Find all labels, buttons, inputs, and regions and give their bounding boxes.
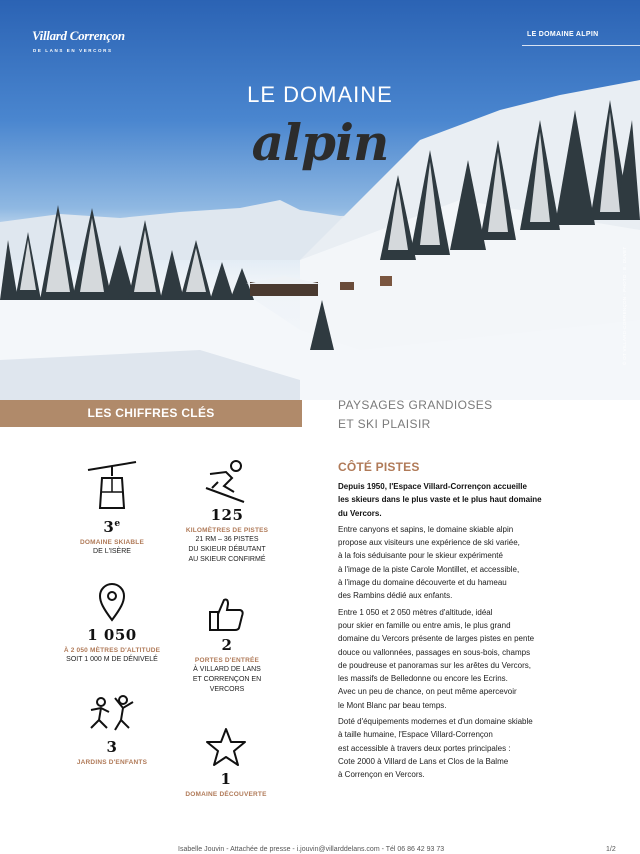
article-subtitle: PAYSAGES GRANDIOSES ET SKI PLAISIR: [338, 398, 493, 431]
hero-photo: [0, 0, 640, 400]
stat-ski-area-rank: [62, 460, 162, 557]
stat-text: SOIT 1 000 M DE DÉNIVELÉ: [66, 656, 158, 663]
page-title: LE DOMAINE: [247, 82, 393, 107]
page-number: 1/2: [606, 846, 616, 853]
paragraph-1: Entre canyons et sapins, le domaine skiable alpin propose aux visiteurs une expérience de ski variée, à la fois séduisante pour le skieur expérimenté à l'image de la piste Carole Montillet, et accessible, à l'image du domaine découverte et du hameau des Rambins dédié aux enfants.: [338, 524, 520, 601]
paragraph-3: Doté d'équipements modernes et d'un domaine skiable à taille humaine, l'Espace Villard-Corrençon est accessible à travers deux portes principales : Cote 2000 à Villard de Lans et Clos de la Balme à Corrençon en Vercors.: [338, 717, 533, 780]
section-tag: LE DOMAINE ALPIN: [527, 31, 599, 38]
stat-entry-gates: [178, 596, 276, 695]
stat-value: 1 050: [87, 626, 137, 644]
stat-value: 3: [103, 518, 115, 536]
stat-value-suffix: e: [114, 519, 121, 529]
stat-kids-gardens: [62, 694, 162, 767]
key-figures-banner: LES CHIFFRES CLÉS: [0, 400, 302, 427]
paragraph-2: Entre 1 050 et 2 050 mètres d'altitude, idéal pour skier en famille ou entre amis, le plus grand domaine du Vercors présente de larges pistes en pente douce ou vallonnées, passages en sous-bois, champs de poudreuse et panoramas sur les arêtes du Vercors, les massifs de Belledonne ou encore les Ecrins. Avec un peu de chance, on peut même apercevoir le Mont Blanc par beau temps.: [338, 607, 535, 710]
stat-value: 2: [221, 636, 233, 654]
stat-text: VERCORS: [209, 686, 245, 693]
section-heading: CÔTÉ PISTES: [338, 460, 420, 474]
star-icon: [205, 726, 247, 768]
map-pin-icon: [97, 582, 127, 622]
photo-credit: © OT VILLARD-CORRENÇON - PHOTO : E. DUVET: [622, 246, 627, 365]
kids-icon: [87, 694, 137, 734]
stat-label: DOMAINE DÉCOUVERTE: [185, 791, 267, 798]
stat-km-pistes: [172, 458, 282, 565]
stat-text: 21 RM – 36 PISTES: [195, 536, 259, 543]
snowy-landscape-image: [0, 0, 640, 400]
thumbs-up-icon: [208, 596, 246, 632]
gondola-icon: [84, 460, 140, 512]
stat-value: 1: [220, 770, 232, 788]
stat-text: DE L'ISÈRE: [93, 548, 131, 555]
stat-text: À VILLARD DE LANS: [193, 666, 261, 673]
stat-value: 3: [106, 738, 118, 756]
stat-value: 125: [210, 506, 244, 524]
section-tag-rule: [522, 45, 640, 46]
stat-text: DU SKIEUR DÉBUTANT: [188, 546, 266, 553]
lead-paragraph: Depuis 1950, l'Espace Villard-Corrençon accueille les skieurs dans le plus vaste et le plus haut domaine du Vercors.: [338, 482, 542, 518]
stat-label: À 2 050 MÈTRES D'ALTITUDE: [63, 647, 161, 654]
stat-label: JARDINS D'ENFANTS: [76, 759, 148, 766]
page-footer: [0, 846, 640, 854]
stat-label: PORTES D'ENTRÉE: [194, 657, 260, 664]
stat-text: ET CORRENÇON EN: [192, 676, 262, 683]
villard-correncon-logo: Villard Corrençon DE LANS EN VERCORS: [32, 28, 125, 53]
stat-altitude: [52, 582, 172, 665]
stat-text: AU SKIEUR CONFIRMÉ: [188, 556, 266, 563]
article-body: [338, 480, 570, 785]
page-title-script: alpin: [251, 113, 389, 172]
footer-contact: Isabelle Jouvin - Attachée de presse - i.jouvin@villarddelans.com - Tél 06 86 42 93 73: [178, 846, 445, 853]
stat-label: DOMAINE SKIABLE: [79, 539, 145, 546]
skier-icon: [204, 458, 250, 504]
stat-label: KILOMÈTRES DE PISTES: [185, 527, 269, 534]
stat-discovery-area: [176, 726, 276, 799]
